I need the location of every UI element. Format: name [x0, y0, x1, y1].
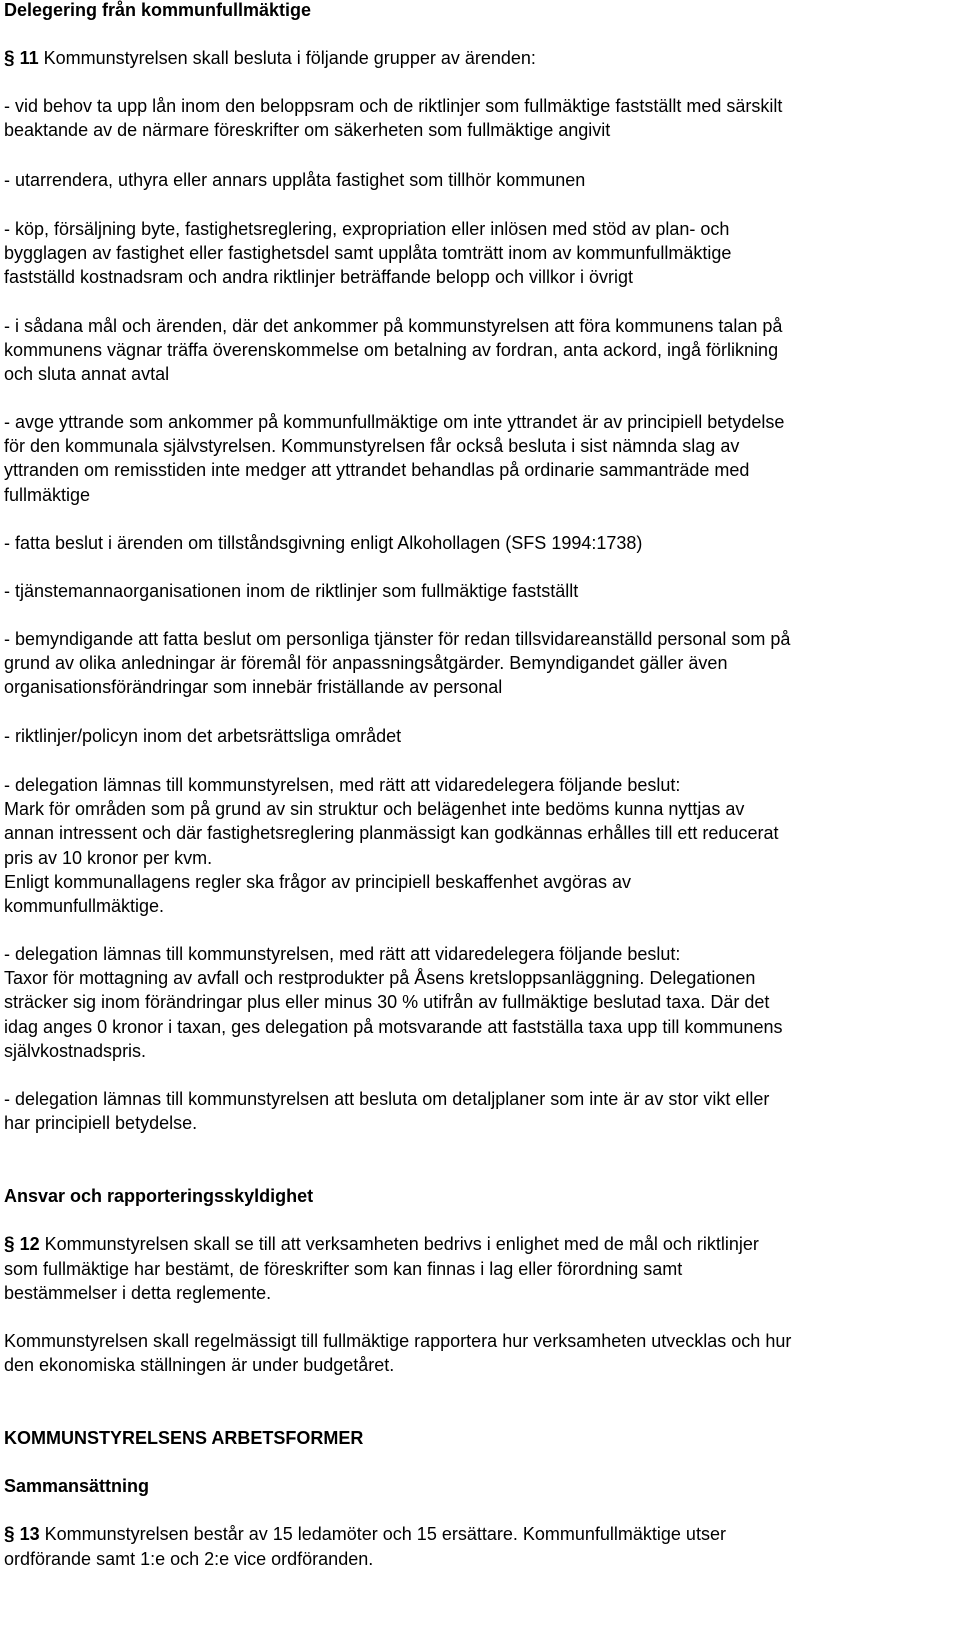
text-line: - i sådana mål och ärenden, där det ankommer på kommunstyrelsen att föra kommunens talan på	[4, 316, 783, 336]
text-line: - delegation lämnas till kommunstyrelsen, med rätt att vidaredelegera följande beslut:	[4, 775, 681, 795]
text-line: organisationsförändringar som innebär friställande av personal	[4, 677, 503, 698]
item-legal	[4, 314, 956, 387]
item-organisation	[4, 579, 956, 603]
text-line: den ekonomiska ställningen är under budgetåret.	[4, 1355, 395, 1376]
section-12	[4, 1232, 956, 1306]
text-line: - fatta beslut i ärenden om tillståndsgivning enligt Alkohollagen (SFS 1994:1738)	[4, 533, 643, 553]
text-line: - tjänstemannaorganisationen inom de riktlinjer som fullmäktige fastställt	[4, 581, 579, 601]
item-policy	[4, 724, 956, 748]
text-line: grund av olika anledningar är föremål för anpassningsåtgärder. Bemyndigandet gäller även	[4, 653, 728, 674]
text-line: - köp, försäljning byte, fastighetsreglering, expropriation eller inlösen med stöd av plan- och	[4, 219, 730, 239]
item-delegation-plans	[4, 1087, 956, 1135]
paragraph-sign: §	[4, 48, 15, 69]
section-13	[4, 1522, 956, 1571]
report-paragraph	[4, 1329, 956, 1377]
item-delegation-fees	[4, 942, 956, 1063]
text-line: Kommunstyrelsen består av 15 ledamöter och 15 ersättare. Kommunfullmäktige utser	[39, 1524, 726, 1544]
item-statements	[4, 410, 956, 507]
heading-delegering: Delegering från kommunfullmäktige	[4, 0, 312, 20]
section-11-text: Kommunstyrelsen skall besluta i följande grupper av ärenden:	[38, 48, 536, 68]
text-line: fastställd kostnadsram och andra riktlinjer beträffande belopp och villkor i övrigt	[4, 267, 633, 288]
text-line: - vid behov ta upp lån inom den beloppsram och de riktlinjer som fullmäktige fastställt med särskilt	[4, 96, 783, 116]
text-line: Mark för områden som på grund av sin struktur och belägenhet inte bedöms kunna nyttjas av	[4, 799, 745, 820]
text-line: för den kommunala självstyrelsen. Kommunstyrelsen får också besluta i sist nämnda slag av	[4, 436, 740, 457]
item-delegation-land	[4, 773, 956, 918]
text-line: Kommunstyrelsen skall regelmässigt till fullmäktige rapportera hur verksamheten utvecklas och hur	[4, 1331, 792, 1351]
text-line: - bemyndigande att fatta beslut om personliga tjänster för redan tillsvidareanställd personal som på	[4, 629, 791, 649]
text-line: och sluta annat avtal	[4, 364, 170, 385]
text-line: sträcker sig inom förändringar plus eller minus 30 % utifrån av fullmäktige beslutad taxa. Där det	[4, 992, 770, 1013]
text-line: Kommunstyrelsen skall se till att verksamheten bedrivs i enlighet med de mål och riktlinjer	[39, 1234, 759, 1254]
text-line: idag anges 0 kronor i taxan, ges delegation på motsvarande att fastställa taxa upp till kommunens	[4, 1016, 783, 1037]
item-authorisation	[4, 627, 956, 700]
text-line: ordförande samt 1:e och 2:e vice ordföranden.	[4, 1549, 374, 1570]
heading-sammansattning: Sammansättning	[4, 1476, 150, 1496]
text-line: - avge yttrande som ankommer på kommunfullmäktige om inte yttrandet är av principiell betydelse	[4, 412, 785, 432]
text-line: annan intressent och där fastighetsreglering planmässigt kan godkännas erhålles till ett reducerat	[4, 823, 779, 844]
text-line: har principiell betydelse.	[4, 1113, 198, 1134]
text-line: bestämmelser i detta reglemente.	[4, 1283, 272, 1304]
text-line: kommunens vägnar träffa överenskommelse om betalning av fordran, anta ackord, ingå förlikning	[4, 340, 779, 361]
text-line: - utarrendera, uthyra eller annars upplåta fastighet som tillhör kommunen	[4, 170, 586, 190]
item-purchase	[4, 217, 956, 290]
section-number: 13	[19, 1524, 40, 1544]
paragraph-sign: §	[4, 1524, 15, 1545]
text-line: beaktande av de närmare föreskrifter om säkerheten som fullmäktige angivit	[4, 120, 611, 141]
text-line: pris av 10 kronor per kvm.	[4, 847, 213, 868]
text-line: yttranden om remisstiden inte medger att yttrandet behandlas på ordinarie sammanträde med	[4, 460, 750, 481]
text-line: fullmäktige	[4, 484, 91, 505]
text-line: Taxor för mottagning av avfall och restprodukter på Åsens kretsloppsanläggning. Delegationen	[4, 968, 756, 989]
item-loans	[4, 94, 956, 142]
section-11	[4, 46, 956, 71]
text-line: - riktlinjer/policyn inom det arbetsrättsliga området	[4, 726, 402, 746]
section-number: 12	[19, 1234, 40, 1254]
item-lease	[4, 168, 956, 192]
paragraph-sign: §	[4, 1234, 15, 1255]
heading-ansvar: Ansvar och rapporteringsskyldighet	[4, 1186, 314, 1206]
text-line: kommunfullmäktige.	[4, 896, 165, 917]
text-line: Enligt kommunallagens regler ska frågor av principiell beskaffenhet avgöras av	[4, 871, 632, 892]
text-line: - delegation lämnas till kommunstyrelsen, med rätt att vidaredelegera följande beslut:	[4, 944, 681, 964]
item-alcohol	[4, 531, 956, 555]
section-number: 11	[19, 48, 39, 68]
heading-arbetsformer: KOMMUNSTYRELSENS ARBETSFORMER	[4, 1428, 364, 1448]
text-line: - delegation lämnas till kommunstyrelsen att besluta om detaljplaner som inte är av stor vikt eller	[4, 1089, 770, 1109]
text-line: bygglagen av fastighet eller fastighetsdel samt upplåta tomträtt inom av kommunfullmäktige	[4, 243, 732, 264]
text-line: självkostnadspris.	[4, 1040, 147, 1061]
text-line: som fullmäktige har bestämt, de föreskrifter som kan finnas i lag eller förordning samt	[4, 1259, 683, 1280]
